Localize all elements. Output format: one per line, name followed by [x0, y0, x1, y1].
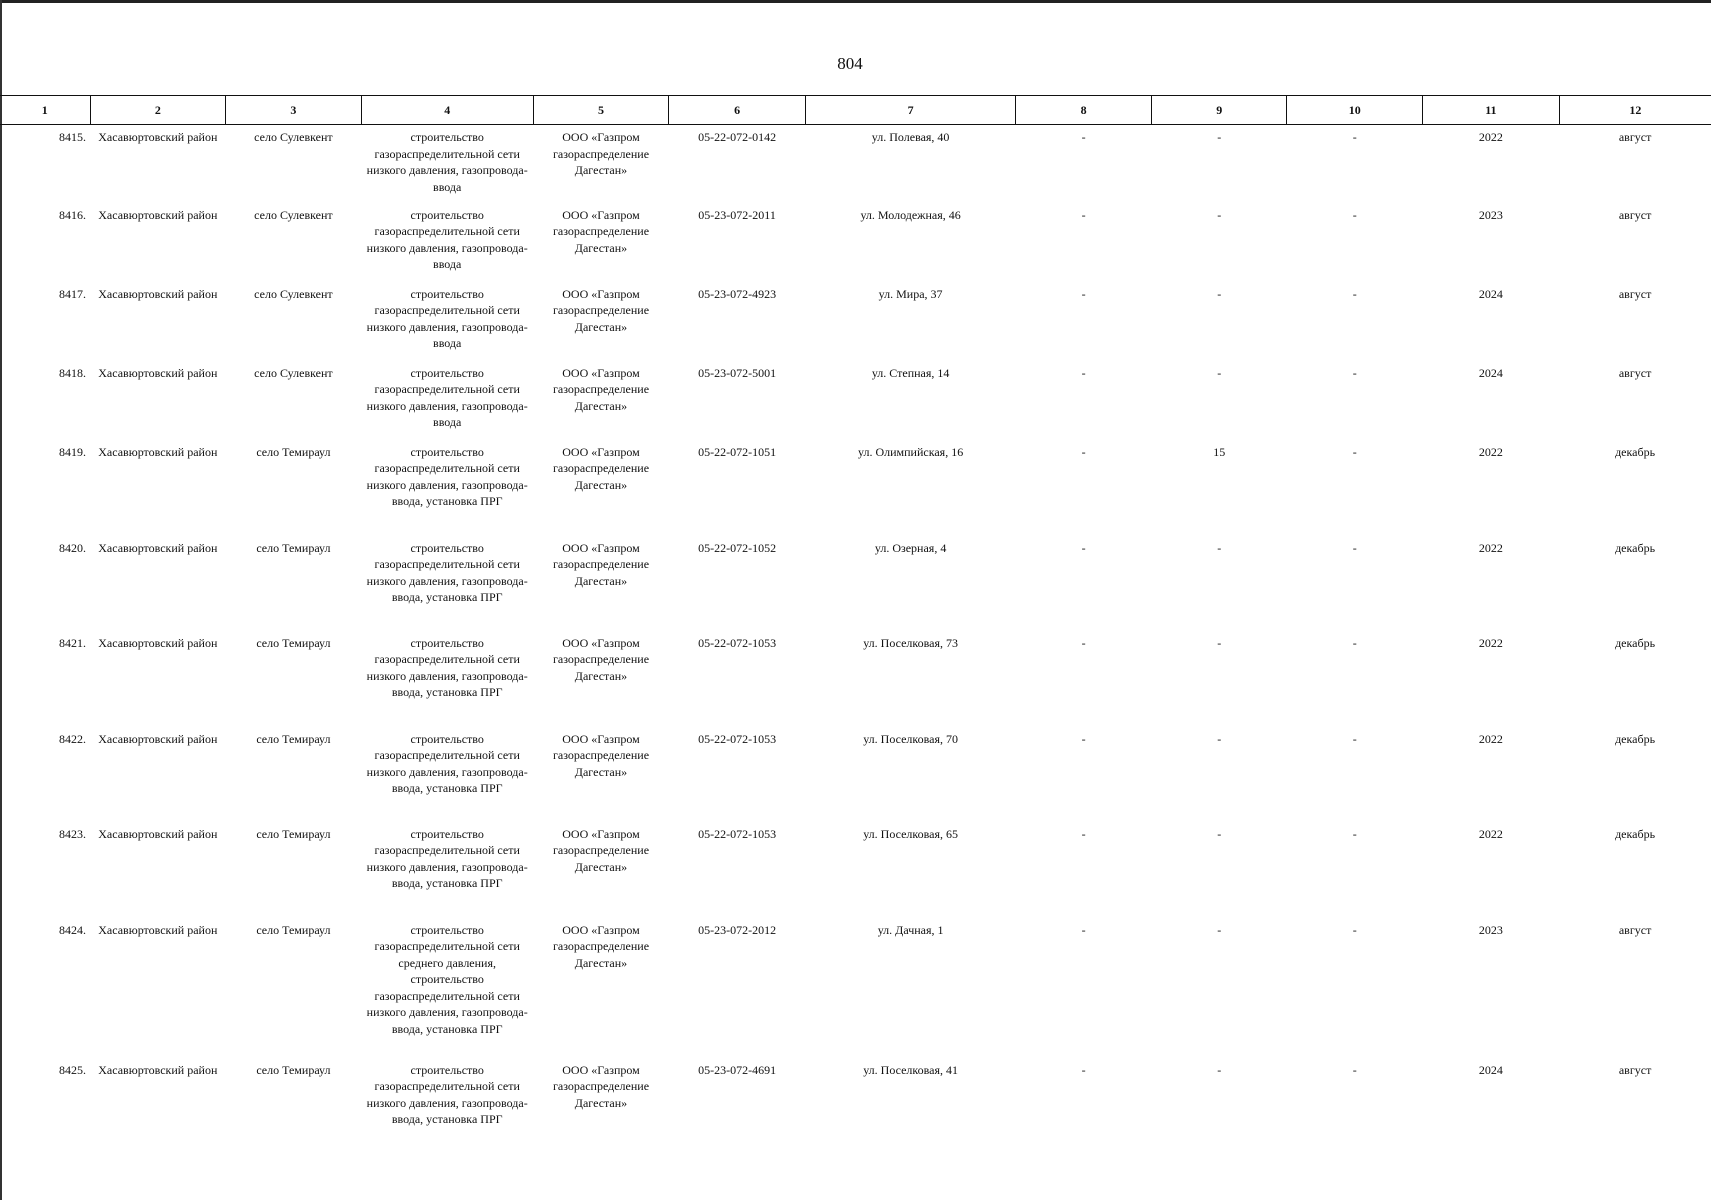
- row-number: 8424.: [59, 922, 87, 937]
- district-cell: Хасавюртовский район: [98, 207, 218, 222]
- address-cell: ул. Степная, 14: [871, 365, 950, 380]
- column-8-cell: -: [1081, 130, 1086, 144]
- header-row: [0, 96, 1711, 125]
- object-code-cell: 05-22-072-1053: [698, 826, 777, 841]
- column-header: 8: [1016, 96, 1152, 125]
- page-number: 804: [837, 54, 863, 73]
- column-8-cell: -: [1081, 731, 1086, 746]
- work-description-cell: строительство газораспределительной сети низкого давления, газопровода-ввода, установка ПРГ: [366, 731, 528, 795]
- row-number: 8416.: [59, 207, 87, 222]
- work-description-cell: строительство газораспределительной сети низкого давления, газопровода-ввода: [366, 286, 528, 350]
- district-cell: Хасавюртовский район: [98, 1062, 218, 1077]
- year-cell: 2023: [1478, 207, 1503, 222]
- row-number: 8417.: [59, 286, 87, 301]
- work-description-cell: строительство газораспределительной сети низкого давления, газопровода-ввода: [366, 207, 528, 271]
- district-cell: Хасавюртовский район: [98, 365, 218, 380]
- column-8-cell: -: [1081, 635, 1086, 650]
- column-9-cell: -: [1217, 922, 1222, 937]
- month-cell: август: [1618, 286, 1652, 301]
- address-cell: ул. Полевая, 40: [871, 130, 950, 144]
- object-code-cell: 05-23-072-5001: [698, 365, 777, 380]
- table-row: [0, 918, 1711, 1058]
- column-header: 1: [0, 96, 90, 125]
- column-header: 4: [361, 96, 533, 125]
- organization-cell: ООО «Газпром газораспределение Дагестан»: [552, 207, 650, 255]
- column-10-cell: -: [1352, 540, 1357, 555]
- table-row: [0, 282, 1711, 361]
- row-number: 8422.: [59, 731, 87, 746]
- object-code-cell: 05-22-072-1053: [698, 731, 777, 746]
- district-cell: Хасавюртовский район: [98, 286, 218, 301]
- column-10-cell: -: [1352, 922, 1357, 937]
- column-9-cell: -: [1217, 207, 1222, 222]
- district-cell: Хасавюртовский район: [98, 731, 218, 746]
- year-cell: 2022: [1478, 731, 1503, 746]
- column-10-cell: -: [1352, 1062, 1357, 1077]
- month-cell: август: [1618, 130, 1652, 144]
- organization-cell: ООО «Газпром газораспределение Дагестан»: [552, 922, 650, 970]
- column-10-cell: -: [1352, 444, 1357, 459]
- work-description-cell: строительство газораспределительной сети низкого давления, газопровода-ввода, установка ПРГ: [366, 444, 528, 508]
- locality-cell: село Темираул: [256, 731, 331, 746]
- table-row: [0, 631, 1711, 727]
- district-cell: Хасавюртовский район: [98, 922, 218, 937]
- year-cell: 2024: [1478, 1062, 1503, 1077]
- column-8-cell: -: [1081, 444, 1086, 459]
- column-10-cell: -: [1352, 826, 1357, 841]
- table-row: [0, 125, 1711, 203]
- column-10-cell: -: [1352, 286, 1357, 301]
- year-cell: 2022: [1478, 635, 1503, 650]
- registry-table: [0, 95, 1711, 1154]
- column-header: 3: [226, 96, 362, 125]
- work-description-cell: строительство газораспределительной сети низкого давления, газопровода-ввода, установка ПРГ: [366, 826, 528, 890]
- organization-cell: ООО «Газпром газораспределение Дагестан»: [552, 540, 650, 588]
- column-header: 9: [1151, 96, 1287, 125]
- column-10-cell: -: [1352, 635, 1357, 650]
- organization-cell: ООО «Газпром газораспределение Дагестан»: [552, 444, 650, 492]
- organization-cell: ООО «Газпром газораспределение Дагестан»: [552, 130, 650, 177]
- month-cell: декабрь: [1615, 635, 1656, 650]
- table-body: [0, 125, 1711, 1154]
- organization-cell: ООО «Газпром газораспределение Дагестан»: [552, 286, 650, 334]
- column-10-cell: -: [1352, 731, 1357, 746]
- object-code-cell: 05-22-072-1052: [698, 540, 777, 555]
- column-header: 5: [533, 96, 669, 125]
- column-10-cell: -: [1352, 365, 1357, 380]
- column-10-cell: -: [1352, 130, 1357, 144]
- work-description-cell: строительство газораспределительной сети среднего давления, строительство газораспределительной сети низкого давления, газопровода-ввода, установка ПРГ: [366, 922, 528, 1036]
- month-cell: август: [1618, 922, 1652, 937]
- address-cell: ул. Дачная, 1: [877, 922, 944, 937]
- object-code-cell: 05-22-072-1053: [698, 635, 777, 650]
- month-cell: декабрь: [1615, 540, 1656, 555]
- table-row: [0, 440, 1711, 536]
- district-cell: Хасавюртовский район: [98, 826, 218, 841]
- object-code-cell: 05-23-072-4923: [698, 286, 777, 301]
- work-description-cell: строительство газораспределительной сети низкого давления, газопровода-ввода: [366, 365, 528, 429]
- scan-edge-top: [0, 0, 1711, 3]
- month-cell: август: [1618, 207, 1652, 222]
- column-8-cell: -: [1081, 286, 1086, 301]
- column-9-cell: -: [1217, 731, 1222, 746]
- column-9-cell: -: [1217, 365, 1222, 380]
- column-8-cell: -: [1081, 922, 1086, 937]
- address-cell: ул. Олимпийская, 16: [857, 444, 964, 459]
- address-cell: ул. Поселковая, 41: [863, 1062, 958, 1077]
- column-header: 12: [1559, 96, 1711, 125]
- table-row: [0, 1058, 1711, 1154]
- locality-cell: село Сулевкент: [254, 365, 333, 380]
- district-cell: Хасавюртовский район: [98, 635, 218, 650]
- locality-cell: село Темираул: [256, 444, 331, 459]
- object-code-cell: 05-23-072-2012: [698, 922, 777, 937]
- object-code-cell: 05-23-072-4691: [698, 1062, 777, 1077]
- column-8-cell: -: [1081, 540, 1086, 555]
- locality-cell: село Темираул: [256, 540, 331, 555]
- column-9-cell: -: [1217, 1062, 1222, 1077]
- district-cell: Хасавюртовский район: [98, 130, 218, 144]
- column-9-cell: -: [1217, 826, 1222, 841]
- table-row: [0, 822, 1711, 918]
- organization-cell: ООО «Газпром газораспределение Дагестан»: [552, 635, 650, 683]
- column-9-cell: -: [1217, 130, 1222, 144]
- year-cell: 2024: [1478, 365, 1503, 380]
- locality-cell: село Темираул: [256, 826, 331, 841]
- row-number: 8423.: [59, 826, 87, 841]
- column-8-cell: -: [1081, 826, 1086, 841]
- row-number: 8419.: [59, 444, 87, 459]
- organization-cell: ООО «Газпром газораспределение Дагестан»: [552, 1062, 650, 1110]
- work-description-cell: строительство газораспределительной сети низкого давления, газопровода-ввода: [366, 130, 528, 194]
- year-cell: 2022: [1478, 540, 1503, 555]
- column-8-cell: -: [1081, 365, 1086, 380]
- year-cell: 2022: [1478, 826, 1503, 841]
- row-number: 8421.: [59, 635, 87, 650]
- address-cell: ул. Поселковая, 65: [863, 826, 958, 841]
- locality-cell: село Сулевкент: [254, 130, 333, 144]
- year-cell: 2022: [1478, 444, 1503, 459]
- column-8-cell: -: [1081, 207, 1086, 222]
- year-cell: 2022: [1478, 130, 1503, 144]
- table-row: [0, 361, 1711, 440]
- table-row: [0, 203, 1711, 282]
- locality-cell: село Темираул: [256, 635, 331, 650]
- column-header: 2: [90, 96, 226, 125]
- address-cell: ул. Поселковая, 70: [863, 731, 958, 746]
- table-row: [0, 727, 1711, 822]
- locality-cell: село Сулевкент: [254, 286, 333, 301]
- address-cell: ул. Мира, 37: [878, 286, 943, 301]
- column-9-cell: -: [1217, 635, 1222, 650]
- column-9-cell: 15: [1213, 444, 1226, 459]
- year-cell: 2023: [1478, 922, 1503, 937]
- locality-cell: село Темираул: [256, 922, 331, 937]
- work-description-cell: строительство газораспределительной сети низкого давления, газопровода-ввода, установка ПРГ: [366, 540, 528, 604]
- table-row: [0, 536, 1711, 631]
- address-cell: ул. Поселковая, 73: [863, 635, 958, 650]
- column-9-cell: -: [1217, 540, 1222, 555]
- object-code-cell: 05-22-072-0142: [698, 130, 777, 144]
- month-cell: декабрь: [1615, 731, 1656, 746]
- month-cell: декабрь: [1615, 444, 1656, 459]
- column-10-cell: -: [1352, 207, 1357, 222]
- column-header: 7: [805, 96, 1015, 125]
- year-cell: 2024: [1478, 286, 1503, 301]
- organization-cell: ООО «Газпром газораспределение Дагестан»: [552, 826, 650, 874]
- organization-cell: ООО «Газпром газораспределение Дагестан»: [552, 365, 650, 413]
- column-9-cell: -: [1217, 286, 1222, 301]
- row-number: 8425.: [59, 1062, 87, 1077]
- locality-cell: село Сулевкент: [254, 207, 333, 222]
- month-cell: август: [1618, 1062, 1652, 1077]
- column-header: 6: [669, 96, 806, 125]
- district-cell: Хасавюртовский район: [98, 540, 218, 555]
- row-number: 8418.: [59, 365, 87, 380]
- object-code-cell: 05-23-072-2011: [698, 207, 776, 222]
- address-cell: ул. Озерная, 4: [874, 540, 947, 555]
- district-cell: Хасавюртовский район: [98, 444, 218, 459]
- column-8-cell: -: [1081, 1062, 1086, 1077]
- month-cell: август: [1618, 365, 1652, 380]
- work-description-cell: строительство газораспределительной сети низкого давления, газопровода-ввода, установка ПРГ: [366, 635, 528, 699]
- work-description-cell: строительство газораспределительной сети низкого давления, газопровода-ввода, установка ПРГ: [366, 1062, 528, 1126]
- row-number: 8420.: [59, 540, 87, 555]
- locality-cell: село Темираул: [256, 1062, 331, 1077]
- month-cell: декабрь: [1615, 826, 1656, 841]
- organization-cell: ООО «Газпром газораспределение Дагестан»: [552, 731, 650, 779]
- address-cell: ул. Молодежная, 46: [860, 207, 961, 222]
- object-code-cell: 05-22-072-1051: [698, 444, 777, 459]
- column-header: 11: [1423, 96, 1560, 125]
- column-header: 10: [1287, 96, 1423, 125]
- row-number: 8415.: [59, 130, 87, 144]
